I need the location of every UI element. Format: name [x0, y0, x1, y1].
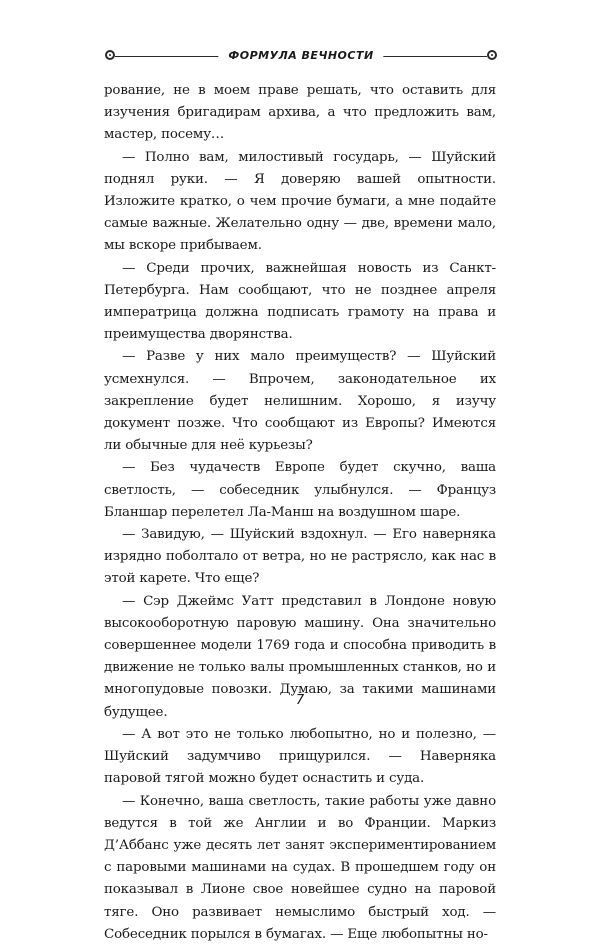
paragraph: — А вот это не только любопытно, но и полезно, — Шуйский задумчиво прищурился. — Наверняка паровой тягой можно будет оснастить и суда. [104, 726, 496, 787]
paragraph: — Полно вам, милостивый государь, — Шуйский поднял руки. — Я доверяю вашей опытности. Изложите кратко, о чем прочие бумаги, а мне подайте самые важные. Желательно одну — две, времени мало, мы вскоре прибываем. [104, 149, 496, 254]
book-title: ФОРМУЛА ВЕЧНОСТИ [218, 46, 383, 66]
paragraph: — Среди прочих, важнейшая новость из Санкт-Петербурга. Нам сообщают, что не позднее апреля императрица должна подписать грамоту на права и преимущества дворянства. [104, 260, 496, 343]
paragraph: рование, не в моем праве решать, что оставить для изучения бригадирам архива, а что предложить вам, мастер, посему… [104, 83, 496, 143]
body-text [104, 80, 496, 946]
paragraph: — Разве у них мало преимуществ? — Шуйский усмехнулся. — Впрочем, законодательное их закрепление будет нелишним. Хорошо, я изучу документ позже. Что сообщают из Европы? Имеются ли обычные для неё курьезы? [104, 349, 496, 454]
page-number: 7 [295, 693, 305, 708]
paragraph: — Без чудачеств Европе будет скучно, ваша светлость, — собеседник улыбнулся. — Француз Бланшар перелетел Ла-Манш на воздушном шаре. [104, 460, 496, 520]
paragraph: — Сэр Джеймс Уатт представил в Лондоне новую высокооборотную паровую машину. Она значительно совершеннее модели 1769 года и способна приводить в движение не только валы промышленных станков, но и многопудовые повозки. Думаю, за такими машинами будущее. [104, 593, 496, 720]
circle-ornament-icon [487, 50, 497, 60]
running-header [105, 44, 497, 70]
paragraph: — Конечно, ваша светлость, такие работы уже давно ведутся в той же Англии и во Франции. Маркиз Д’Аббанс уже десять лет занят экспериментированием с паровыми машинами на судах. В прошедшем году он показывал в Лионе свое новейшее судно на паровой тяге. Оно развивает немыслимо быстрый ход. — Собеседник порылся в бумагах. — Еще любопытны но- [104, 793, 496, 942]
paragraph: — Завидую, — Шуйский вздохнул. — Его наверняка изрядно поболтало от ветра, но не растрясло, как нас в этой карете. Что еще? [104, 527, 496, 587]
circle-ornament-icon [105, 50, 115, 60]
